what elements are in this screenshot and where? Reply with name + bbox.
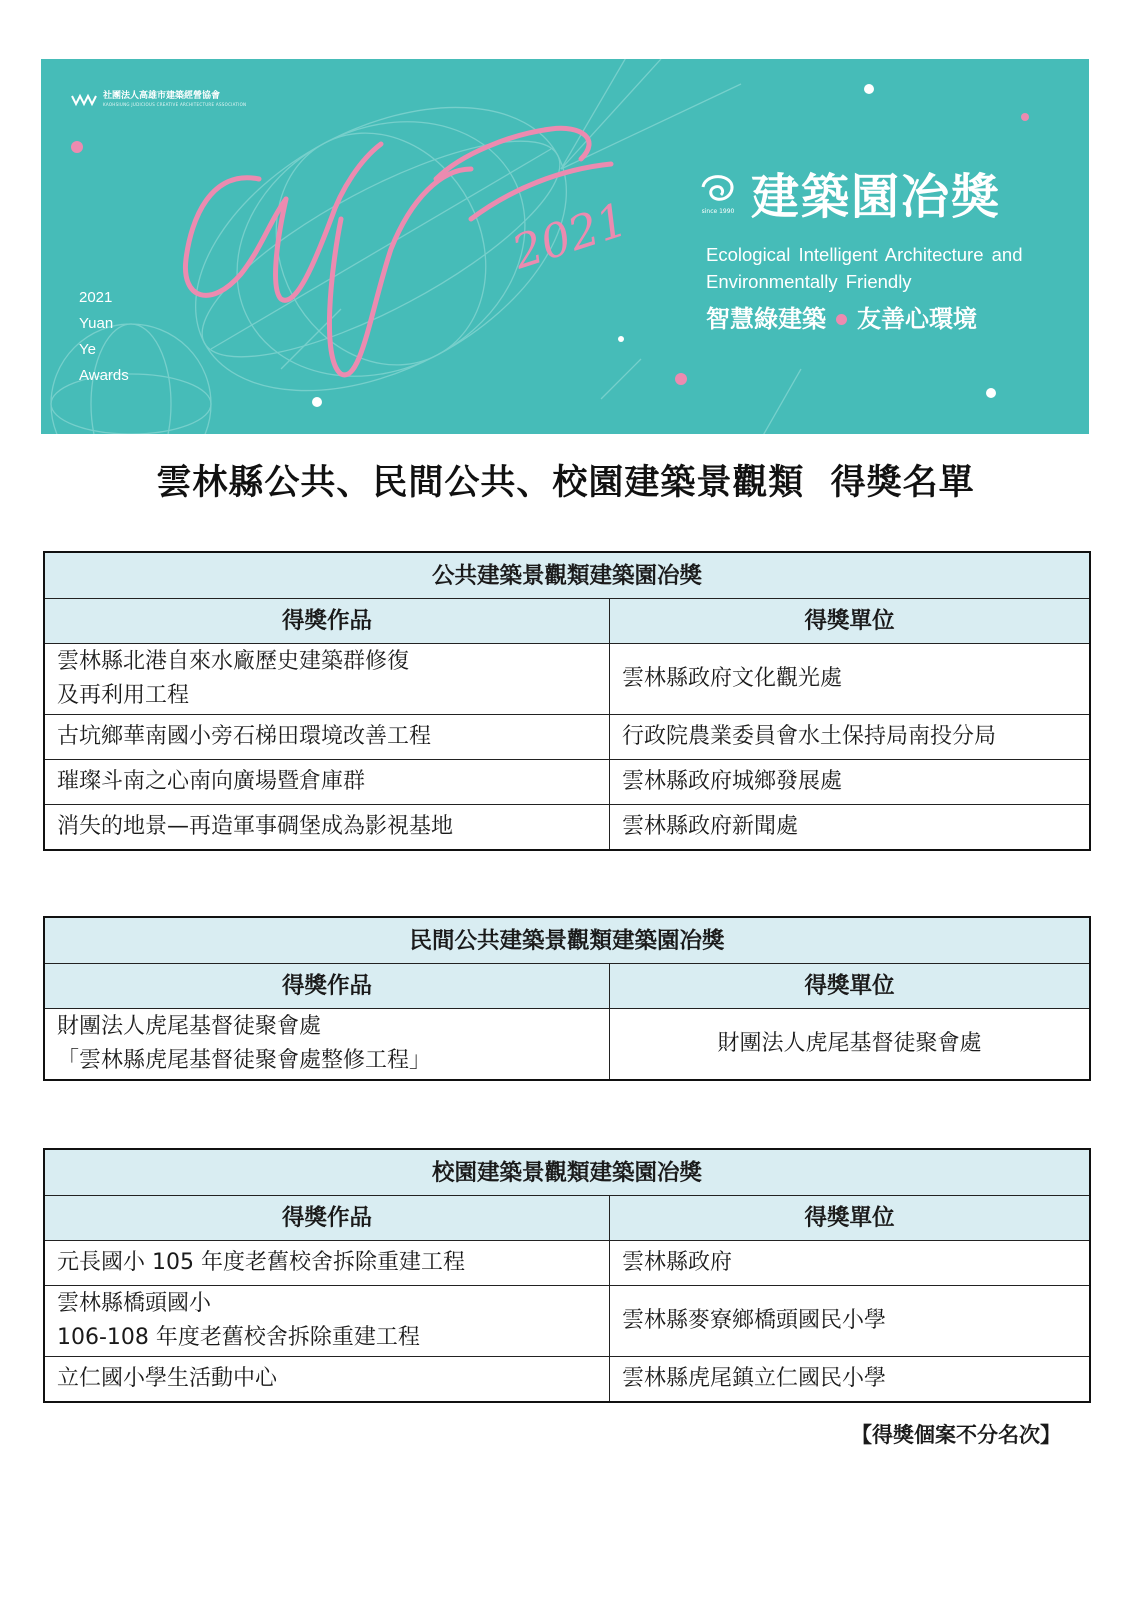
unit-cell: 雲林縣政府新聞處 [610,805,1091,851]
column-header-unit: 得獎單位 [610,599,1091,644]
association-name: 社團法人高雄市建築經營協會 [103,91,221,101]
work-line: 「雲林縣虎尾基督徒聚會處整修工程」 [57,1048,432,1073]
column-header-work: 得獎作品 [44,964,610,1009]
work-cell [44,644,610,715]
work-cell: 立仁國小學生活動中心 [44,1357,610,1403]
slogan-right: 友善心環境 [857,304,977,333]
unit-cell: 雲林縣政府 [610,1241,1091,1286]
award-title-row [695,169,1001,225]
column-header-unit: 得獎單位 [610,964,1091,1009]
award-title: 建築園冶獎 [751,169,1002,225]
english-tagline [706,241,1046,295]
award-table-private-public [43,916,1091,1081]
column-header-work: 得獎作品 [44,1196,610,1241]
year-label-line: Yuan [79,315,114,332]
table-row [44,1241,1090,1286]
table-row [44,805,1090,851]
table-row [44,1357,1090,1403]
work-cell [44,1009,610,1081]
award-table-public [43,551,1091,851]
year-label-line: Awards [79,367,129,384]
unit-cell: 雲林縣虎尾鎮立仁國民小學 [610,1357,1091,1403]
work-cell: 元長國小 105 年度老舊校舍拆除重建工程 [44,1241,610,1286]
work-cell: 璀璨斗南之心南向廣場暨倉庫群 [44,760,610,805]
award-logo-icon [695,169,741,225]
table-row [44,715,1090,760]
script-year: 2021 [505,191,634,280]
table-caption: 民間公共建築景觀類建築園冶獎 [44,917,1090,964]
work-cell: 消失的地景—再造軍事碉堡成為影視基地 [44,805,610,851]
unit-cell: 雲林縣政府城鄉發展處 [610,760,1091,805]
slogan-left: 智慧綠建築 [706,304,826,333]
year-label-line: 2021 [79,289,113,306]
work-line: 106-108 年度老舊校舍拆除重建工程 [57,1325,420,1350]
unit-cell: 財團法人虎尾基督徒聚會處 [610,1009,1091,1081]
year-label-line: Ye [79,341,96,358]
table-row [44,1009,1090,1081]
work-line: 財團法人虎尾基督徒聚會處 [57,1014,322,1039]
since-text: since 1990 [701,208,735,215]
table-caption: 校園建築景觀類建築園冶獎 [44,1149,1090,1196]
work-cell: 古坑鄉華南國小旁石梯田環境改善工程 [44,715,610,760]
english-line-2: Environmentally Friendly [706,271,912,292]
table-row [44,644,1090,715]
footnote: 【得獎個案不分名次】 [851,1423,1061,1447]
header-banner [41,59,1089,434]
unit-cell: 行政院農業委員會水土保持局南投分局 [610,715,1091,760]
column-header-work: 得獎作品 [44,599,610,644]
table-caption: 公共建築景觀類建築園冶獎 [44,552,1090,599]
bullet-dot-icon [836,314,847,325]
award-table-campus [43,1148,1091,1403]
english-line-1: Ecological Intelligent Architecture and [706,244,1023,265]
table-row [44,1286,1090,1357]
year-label [79,285,129,389]
work-line: 雲林縣北港自來水廠歷史建築群修復 [57,649,410,674]
association-logo-icon [71,92,97,108]
table-row [44,760,1090,805]
work-line: 及再利用工程 [57,683,190,708]
association-mark [71,91,246,108]
page-title: 雲林縣公共、民間公共、校園建築景觀類 得獎名單 [156,463,975,503]
work-line: 雲林縣橋頭國小 [57,1291,212,1316]
unit-cell: 雲林縣麥寮鄉橋頭國民小學 [610,1286,1091,1357]
column-header-unit: 得獎單位 [610,1196,1091,1241]
work-cell [44,1286,610,1357]
unit-cell: 雲林縣政府文化觀光處 [610,644,1091,715]
association-subtitle: KAOHSIUNG JUDICIOUS CREATIVE ARCHITECTURE ASSOCIATION [103,102,247,107]
slogan [706,303,977,335]
